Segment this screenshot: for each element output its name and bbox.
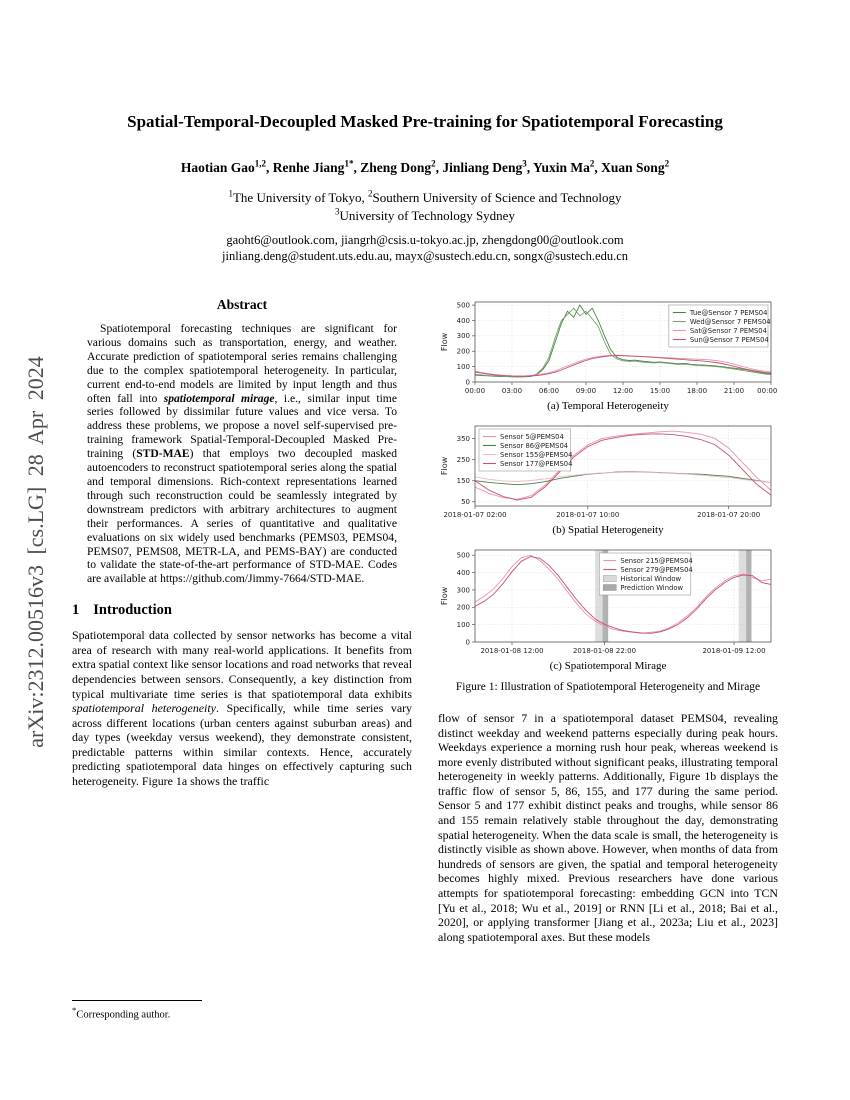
figure-1 xyxy=(438,297,778,693)
svg-text:2018-01-07 20:00: 2018-01-07 20:00 xyxy=(697,511,761,519)
svg-text:Sensor 177@PEMS04: Sensor 177@PEMS04 xyxy=(500,459,573,468)
chart-temporal-heterogeneity xyxy=(438,297,778,397)
svg-text:21:00: 21:00 xyxy=(723,387,745,395)
svg-text:Wed@Sensor 7 PEMS04: Wed@Sensor 7 PEMS04 xyxy=(689,317,771,326)
paper-title: Spatial-Temporal-Decoupled Masked Pre-training for Spatiotemporal Forecasting xyxy=(127,112,723,131)
affiliation-line-1: $^1$The University of Tokyo, $^2$Southern University of Science and Technology xyxy=(228,188,622,205)
continuation-paragraph: flow of sensor 7 in a spatiotemporal dataset PEMS04, revealing distinct weekday and weekend patterns especially during peak hours. Weekdays experience a morning rush hour peak, whereas weekend is more evenly distributed without significant peaks, illustrating temporal heterogeneity in weekly patterns. Additionally, Figure 1b displays the traffic flow of sensor 5, 86, 155, and 177 during the same period. Sensor 5 and 177 exhibit distinct peaks and troughs, while sensor 86 and 155 remain relatively stable throughout the day, demonstrating spatial heterogeneity. When the data scale is small, the heterogeneity is distinctly visible as shown above. However, when months of data from hundreds of sensors are given, the spatial and temporal heterogeneity becomes highly mixed. Previous researchers have done various attempts for spatiotemporal forecasting: embedding GCN into TCN [Yu et al., 2018; Wu et al., 2019] or RNN [Li et al., 2018; Bai et al., 2020], or applying transformer [Jiang et al., 2023a; Liu et al., 2023] along spatiotemporal axes. But these models xyxy=(438,711,778,944)
svg-text:Sensor 5@PEMS04: Sensor 5@PEMS04 xyxy=(500,432,564,441)
subfigure-c xyxy=(438,545,778,672)
footnote-text: Corresponding author. xyxy=(76,1009,171,1021)
svg-text:18:00: 18:00 xyxy=(686,387,708,395)
footnote-text-line xyxy=(72,1005,412,1021)
svg-text:Flow: Flow xyxy=(440,456,449,476)
affiliation-line-2: $^3$University of Technology Sydney xyxy=(335,206,515,223)
left-column xyxy=(72,297,412,789)
subfigure-b xyxy=(438,421,778,536)
svg-text:300: 300 xyxy=(456,586,470,595)
svg-text:400: 400 xyxy=(456,316,470,325)
svg-text:Sensor 86@PEMS04: Sensor 86@PEMS04 xyxy=(500,441,569,450)
term-std-mae: STD-MAE xyxy=(136,447,190,461)
figure-1-caption: Figure 1: Illustration of Spatiotemporal Heterogeneity and Mirage xyxy=(455,681,761,693)
author-5: Yuxin Ma$^2$ xyxy=(533,158,595,175)
author-2: Renhe Jiang$^{1*}$ xyxy=(272,158,354,175)
subcaption-b: (b) Spatial Heterogeneity xyxy=(552,524,664,536)
footnote-marker: * xyxy=(72,1005,77,1015)
svg-text:09:00: 09:00 xyxy=(575,387,597,395)
svg-text:250: 250 xyxy=(456,456,470,465)
svg-text:Historical Window: Historical Window xyxy=(620,574,682,583)
svg-text:100: 100 xyxy=(456,621,470,630)
svg-text:03:00: 03:00 xyxy=(501,387,523,395)
svg-text:00:00: 00:00 xyxy=(757,387,778,395)
abstract-text-4: . xyxy=(361,572,365,586)
svg-text:Flow: Flow xyxy=(440,586,449,606)
svg-text:200: 200 xyxy=(456,603,470,612)
arxiv-watermark: arXiv:2312.00516v3 [cs.LG] 28 Apr 2024 xyxy=(23,356,48,748)
svg-text:500: 500 xyxy=(456,301,470,310)
svg-text:Prediction Window: Prediction Window xyxy=(620,583,684,592)
term-spatiotemporal-heterogeneity: spatiotemporal heterogeneity xyxy=(72,701,216,716)
svg-text:Sensor 279@PEMS04: Sensor 279@PEMS04 xyxy=(620,565,693,574)
chart-spatiotemporal-mirage xyxy=(438,545,778,657)
right-column xyxy=(438,297,778,944)
svg-text:350: 350 xyxy=(456,435,470,444)
author-4: Jinliang Deng$^3$ xyxy=(442,158,527,175)
svg-text:300: 300 xyxy=(456,332,470,341)
svg-text:Flow: Flow xyxy=(440,332,449,352)
svg-text:200: 200 xyxy=(456,347,470,356)
chart-spatial-heterogeneity xyxy=(438,421,778,521)
emails-line-1: gaoht6@outlook.com, jiangrh@csis.u-tokyo.ac.jp, zhengdong00@outlook.com xyxy=(226,233,624,247)
svg-text:2018-01-07 10:00: 2018-01-07 10:00 xyxy=(556,511,620,519)
svg-text:0: 0 xyxy=(465,638,470,647)
svg-text:100: 100 xyxy=(456,363,470,372)
intro-text-2: . Specifically, while time series vary across different locations (urban centers against suburban areas) and day types (weekday versus weekend), they demonstrate consistent, predictable patterns within similar contexts. Hence, accurately predicting spatiotemporal data hinges on effectively capturing such heterogeneity. Figure 1a shows the traffic xyxy=(72,701,413,788)
svg-text:150: 150 xyxy=(456,477,470,486)
svg-text:Sat@Sensor 7 PEMS04: Sat@Sensor 7 PEMS04 xyxy=(689,326,767,335)
term-spatiotemporal-mirage: spatiotemporal mirage xyxy=(163,391,275,405)
subfigure-a xyxy=(438,297,778,412)
footnote xyxy=(72,1000,412,1021)
abstract-text-2: , i.e., similar input time series followed by dissimilar future values and vice versa. To address these problems, we propose a novel self-supervised pre-training framework Spatial-Temporal-Decoupled Masked Pre-training ( xyxy=(87,391,397,461)
svg-text:400: 400 xyxy=(456,568,470,577)
abstract-text-3: ) that employs two decoupled masked autoencoders to reconstruct spatiotemporal series along the spatial and temporal dimensions. Rich-context representations learned through such reconstruction could be seamlessly integrated by downstream predictors with arbitrary architectures to augment their performances. A series of quantitative and qualitative evaluations on six widely used benchmarks (PEMS03, PEMS04, PEMS07, PEMS08, METR-LA, and PEMS-BAY) are conducted to validate the state-of-the-art performance of STD-MAE. Codes are available at xyxy=(87,447,397,586)
svg-text:2018-01-07 02:00: 2018-01-07 02:00 xyxy=(443,511,507,519)
affiliations xyxy=(55,189,795,225)
emails-block xyxy=(55,232,795,264)
intro-paragraph xyxy=(72,628,412,788)
svg-text:2018-01-08 22:00: 2018-01-08 22:00 xyxy=(572,647,637,655)
author-list: Haotian Gao$^{1,2}$, Renhe Jiang$^{1*}$, Zheng Dong$^2$, Jinliang Deng$^3$, Yuxin Ma$^2$, Xuan Song$^2$ xyxy=(180,158,670,175)
author-1: Haotian Gao$^{1,2}$ xyxy=(180,158,267,175)
svg-text:15:00: 15:00 xyxy=(649,387,671,395)
author-6: Xuan Song$^2$ xyxy=(601,158,670,175)
svg-text:06:00: 06:00 xyxy=(538,387,560,395)
abstract-paragraph xyxy=(72,322,412,586)
emails-line-2: jinliang.deng@student.uts.edu.au, mayx@sustech.edu.cn, songx@sustech.edu.cn xyxy=(222,249,628,263)
intro-text-1: Spatiotemporal data collected by sensor networks has become a vital area of research with many real-world applications. It benefits from extra spatial context like sensor locations and road networks that reveal dependencies between sensors. Consequently, a key distinction from typical multivariate time series is that spatiotemporal data exhibits xyxy=(72,628,412,701)
author-3: Zheng Dong$^2$ xyxy=(360,158,436,175)
github-link[interactable]: https://github.com/Jimmy-7664/STD-MAE xyxy=(160,572,362,586)
subcaption-c: (c) Spatiotemporal Mirage xyxy=(549,660,667,672)
section-title: Introduction xyxy=(93,602,172,619)
abstract-heading: Abstract xyxy=(216,297,268,312)
abstract-text-1: Spatiotemporal forecasting techniques are significant for various domains such as transportation, energy, and weather. Accurate prediction of spatiotemporal series remains challenging due to the complex spatiotemporal heterogeneity. In particular, current end-to-end models are limited by input length and thus often fall into xyxy=(87,322,397,405)
svg-text:0: 0 xyxy=(465,378,470,387)
svg-text:2018-01-09 12:00: 2018-01-09 12:00 xyxy=(702,647,766,655)
section-1-heading xyxy=(72,602,412,619)
svg-text:00:00: 00:00 xyxy=(464,387,486,395)
svg-text:Sun@Sensor 7 PEMS04: Sun@Sensor 7 PEMS04 xyxy=(689,335,769,344)
svg-text:Tue@Sensor 7 PEMS04: Tue@Sensor 7 PEMS04 xyxy=(689,308,768,317)
svg-text:500: 500 xyxy=(456,551,470,560)
svg-text:Sensor 215@PEMS04: Sensor 215@PEMS04 xyxy=(620,556,693,565)
subcaption-a: (a) Temporal Heterogeneity xyxy=(547,400,669,412)
section-number: 1 xyxy=(72,602,80,619)
svg-text:2018-01-08 12:00: 2018-01-08 12:00 xyxy=(480,647,544,655)
footnote-rule xyxy=(72,1000,202,1001)
svg-text:12:00: 12:00 xyxy=(612,387,634,395)
svg-text:50: 50 xyxy=(461,498,470,507)
svg-text:Sensor 155@PEMS04: Sensor 155@PEMS04 xyxy=(500,450,573,459)
